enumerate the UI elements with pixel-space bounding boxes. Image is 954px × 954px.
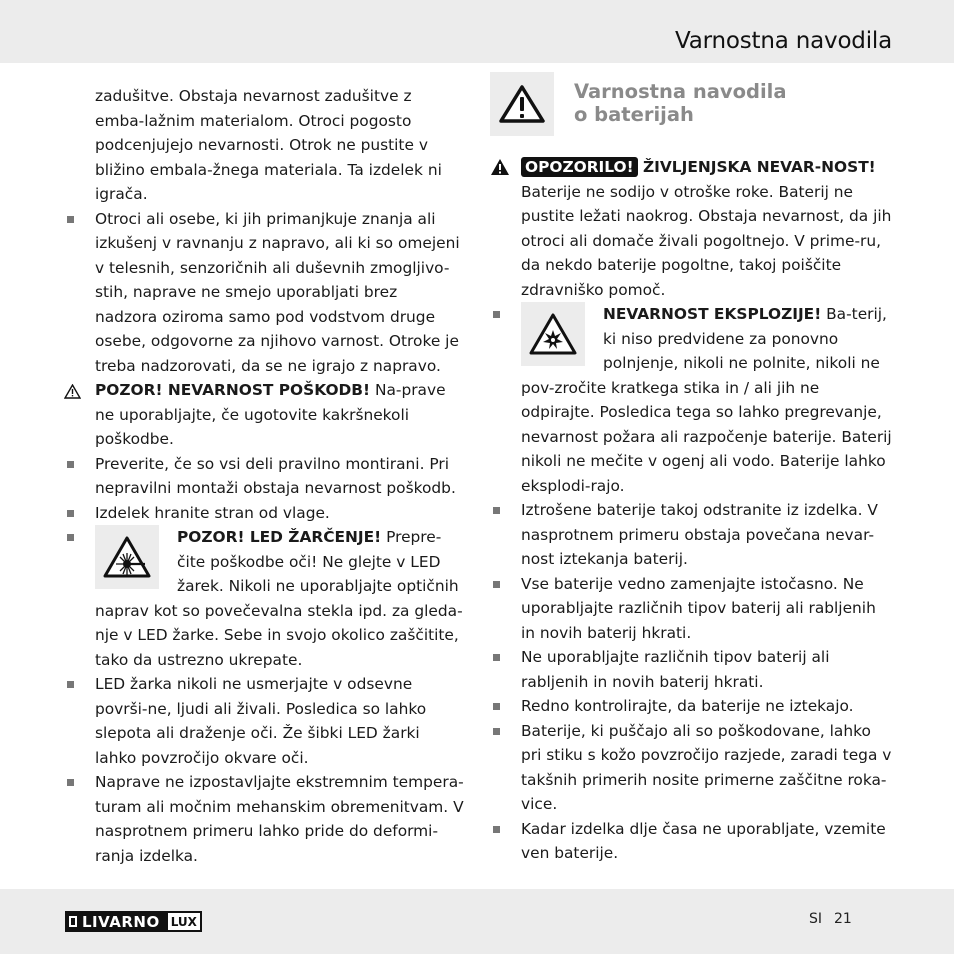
explosion-warning-icon <box>521 302 585 366</box>
list-item: Izdelek hranite stran od vlage. <box>64 501 464 526</box>
page-number: 21 <box>834 911 852 927</box>
section-header <box>490 72 900 136</box>
laser-warning-icon <box>95 525 159 589</box>
right-column <box>490 155 892 866</box>
bullet-icon <box>493 654 500 661</box>
warning-triangle-icon <box>64 382 81 407</box>
bullet-icon <box>67 216 74 223</box>
bullet-icon <box>493 311 500 318</box>
bullet-icon <box>67 681 74 688</box>
list-item: Iztrošene baterije takoj odstranite iz izdelka. V nasprotnem primeru obstaja povečana nevar-nost iztekanja baterij. <box>490 498 892 572</box>
warning-triangle-icon <box>490 72 554 136</box>
warning-triangle-icon <box>490 158 510 184</box>
bullet-icon <box>493 507 500 514</box>
language-code: SI <box>809 911 823 927</box>
warning-item: OPOZORILO! ŽIVLJENJSKA NEVAR-NOST! Baterije ne sodijo v otroške roke. Baterij ne pustite ležati naokrog. Obstaja nevarnost, da jih otroci ali domače živali pogoltnejo. V prime-ru, da nekdo baterije pogoltne, takoj poiščite zdravniško pomoč. <box>490 155 892 302</box>
left-column <box>64 84 464 868</box>
list-item: Preverite, če so vsi deli pravilno montirani. Pri nepravilni montaži obstaja nevarnost poškodb. <box>64 452 464 501</box>
list-item: Kadar izdelka dlje časa ne uporabljate, vzemite ven baterije. <box>490 817 892 866</box>
bullet-icon <box>493 728 500 735</box>
list-item: Otroci ali osebe, ki jih primanjkuje znanja ali izkušenj v ravnanju z napravo, ali ki so omejeni v telesnih, senzoričnih ali duševnih zmogljivo-stih, naprave ne smejo uporabljati brez nadzora oziroma samo pod vodstvom druge osebe, odgovorne za njihovo varnost. Otroke je treba nadzorovati, da se ne igrajo z napravo. <box>64 207 464 379</box>
warning-badge: OPOZORILO! <box>521 157 638 177</box>
section-title: Varnostna navodila o baterijah <box>574 80 787 126</box>
page-title: Varnostna navodila <box>675 28 892 54</box>
warning-item: POZOR! NEVARNOST POŠKODB! Na-prave ne uporabljajte, če ugotovite kakršnekoli poškodbe. <box>64 378 464 452</box>
brand-logo: LIVARNO LUX <box>65 911 202 932</box>
list-item: Vse baterije vedno zamenjajte istočasno. Ne uporabljajte različnih tipov baterij ali rabljenih in novih baterij hkrati. <box>490 572 892 646</box>
bullet-icon <box>493 703 500 710</box>
bullet-icon <box>493 826 500 833</box>
bullet-icon <box>67 534 74 541</box>
list-item: POZOR! LED ŽARČENJE! Prepre-čite poškodbe oči! Ne glejte v LED žarek. Nikoli ne uporabljajte optičnih naprav kot so povečevalna stekla ipd. za gleda-nje v LED žarke. Sebe in svojo okolico zaščitite, tako da ustrezno ukrepate. <box>64 525 464 672</box>
list-item: Ne uporabljajte različnih tipov baterij ali rabljenih in novih baterij hkrati. <box>490 645 892 694</box>
list-item: Redno kontrolirajte, da baterije ne iztekajo. <box>490 694 892 719</box>
list-item: NEVARNOST EKSPLOZIJE! Ba-terij, ki niso predvidene za ponovno polnjenje, nikoli ne polnite, nikoli ne pov-zročite kratkega stika in / ali jih ne odpirajte. Posledica tega so lahko pregrevanje, nevarnost požara ali razpočenje baterije. Baterij nikoli ne mečite v ogenj ali vodo. Baterije lahko eksplodi-rajo. <box>490 302 892 498</box>
bullet-icon <box>67 510 74 517</box>
bullet-icon <box>493 581 500 588</box>
logo-mark-icon <box>69 916 77 927</box>
bullet-icon <box>67 461 74 468</box>
page-info <box>809 911 852 927</box>
list-item: Naprave ne izpostavljajte ekstremnim tempera-turam ali močnim mehanskim obremenitvam. V nasprotnem primeru lahko pride do deformi-ranja izdelka. <box>64 770 464 868</box>
bullet-icon <box>67 779 74 786</box>
intro-paragraph: zadušitve. Obstaja nevarnost zadušitve z emba-lažnim materialom. Otroci pogosto podcenjujejo nevarnosti. Otrok ne pustite v bližino embala-žnega materiala. Ta izdelek ni igrača. <box>95 87 442 203</box>
list-item: Baterije, ki puščajo ali so poškodovane, lahko pri stiku s kožo povzročijo razjede, zaradi tega v takšnih primerih nosite primerne zaščitne roka-vice. <box>490 719 892 817</box>
list-item: LED žarka nikoli ne usmerjajte v odsevne površi-ne, ljudi ali živali. Posledica so lahko slepota ali draženje oči. Že šibki LED žarki lahko povzročijo okvare oči. <box>64 672 464 770</box>
